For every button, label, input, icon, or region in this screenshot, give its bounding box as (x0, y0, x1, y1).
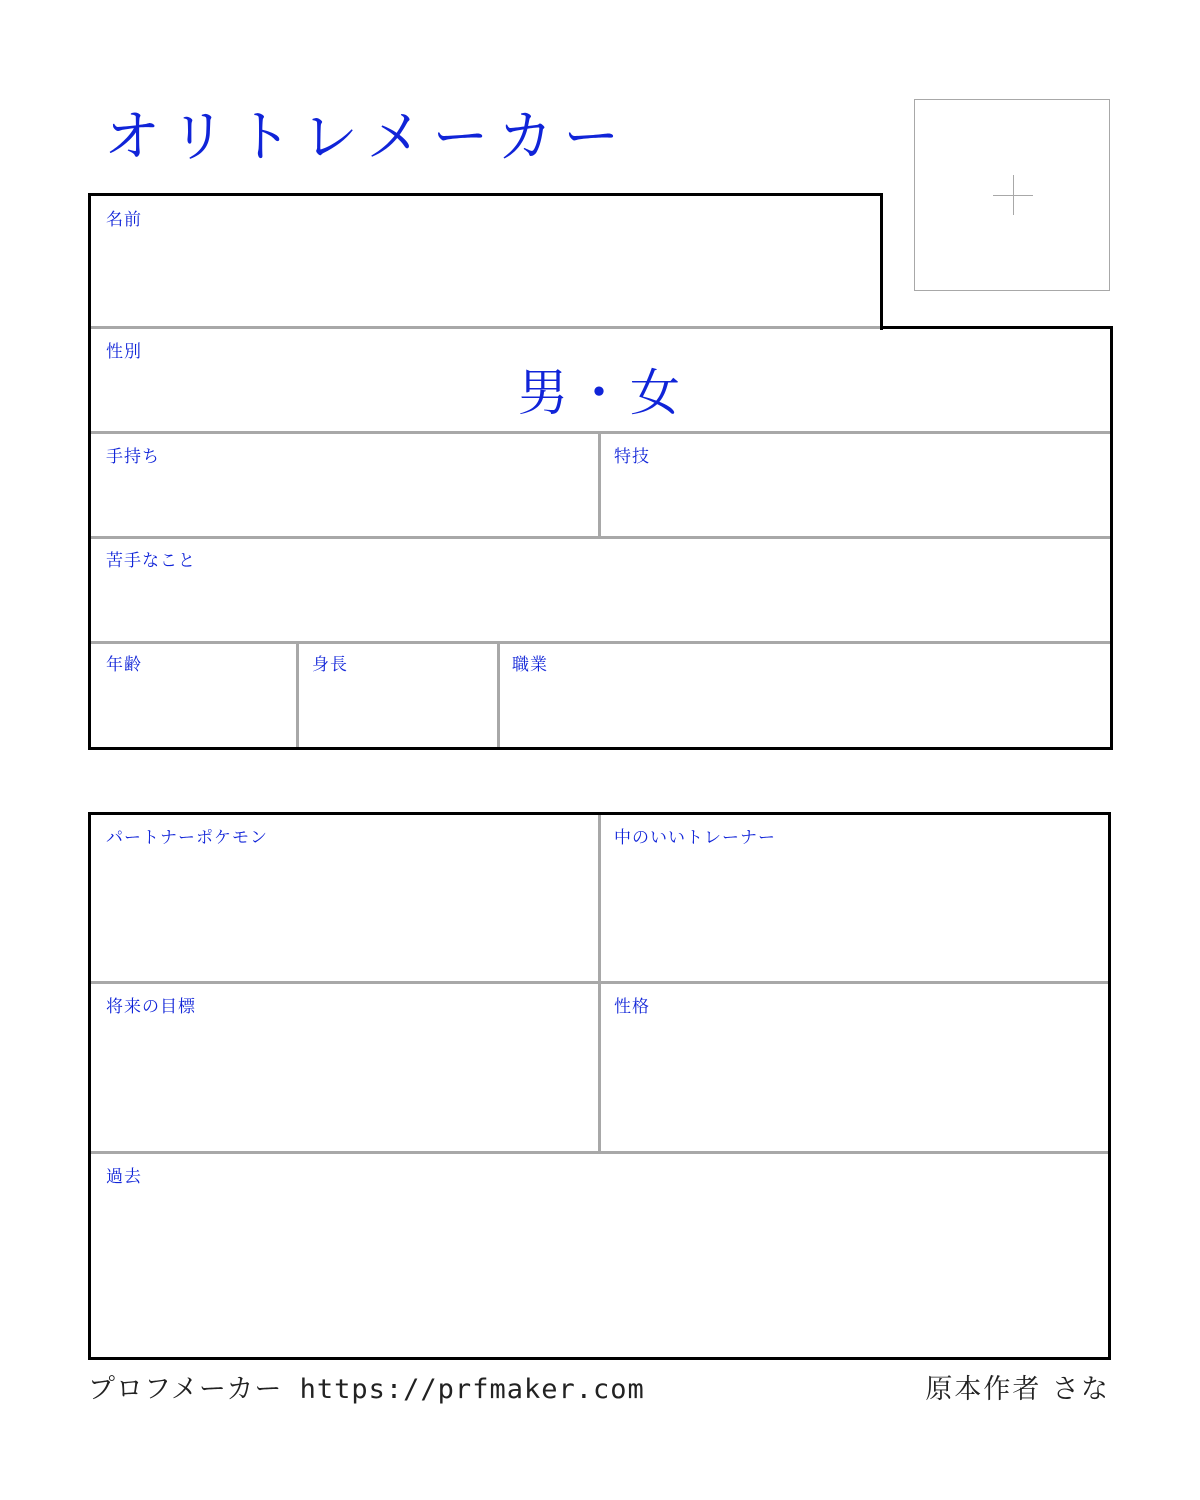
partner-field[interactable] (91, 815, 598, 981)
personality-label: 性格 (614, 997, 650, 1017)
height-label: 身長 (312, 655, 348, 675)
divider-name (91, 326, 880, 329)
frame-bottom (88, 747, 1113, 750)
goal-field[interactable] (91, 984, 598, 1151)
frame2-bottom (88, 1357, 1111, 1360)
partner-label: パートナーポケモン (106, 828, 268, 848)
frame-notch-vertical (880, 193, 883, 330)
friend-field[interactable] (601, 815, 1108, 981)
job-label: 職業 (512, 655, 548, 675)
photo-upload-box[interactable] (914, 99, 1110, 291)
frame-right (1110, 326, 1113, 750)
friend-label: 中のいいトレーナー (614, 828, 776, 848)
age-label: 年齢 (106, 655, 142, 675)
gender-label: 性別 (106, 342, 142, 362)
name-field[interactable] (91, 240, 880, 324)
held-field[interactable] (91, 434, 598, 536)
weakness-label: 苦手なこと (106, 551, 196, 571)
frame-top-right (880, 326, 1113, 329)
goal-label: 将来の目標 (106, 997, 196, 1017)
page-title: オリトレメーカー (104, 105, 630, 170)
personality-field[interactable] (601, 984, 1108, 1151)
past-field[interactable] (91, 1154, 1108, 1357)
skill-label: 特技 (614, 447, 650, 467)
footer-author: 原本作者 さな (925, 1374, 1110, 1405)
held-label: 手持ち (106, 447, 160, 467)
name-label: 名前 (106, 210, 142, 230)
weakness-field[interactable] (91, 539, 1110, 641)
skill-field[interactable] (601, 434, 1110, 536)
job-field[interactable] (500, 644, 1110, 747)
past-label: 過去 (106, 1167, 142, 1187)
gender-options[interactable]: 男・女 (518, 364, 686, 422)
height-field[interactable] (299, 644, 497, 747)
frame-top-left (88, 193, 883, 196)
footer-site-link[interactable]: プロフメーカー https://prfmaker.com (88, 1374, 645, 1405)
frame2-right (1108, 812, 1111, 1360)
age-field[interactable] (91, 644, 296, 747)
plus-icon-vertical (1013, 175, 1014, 215)
